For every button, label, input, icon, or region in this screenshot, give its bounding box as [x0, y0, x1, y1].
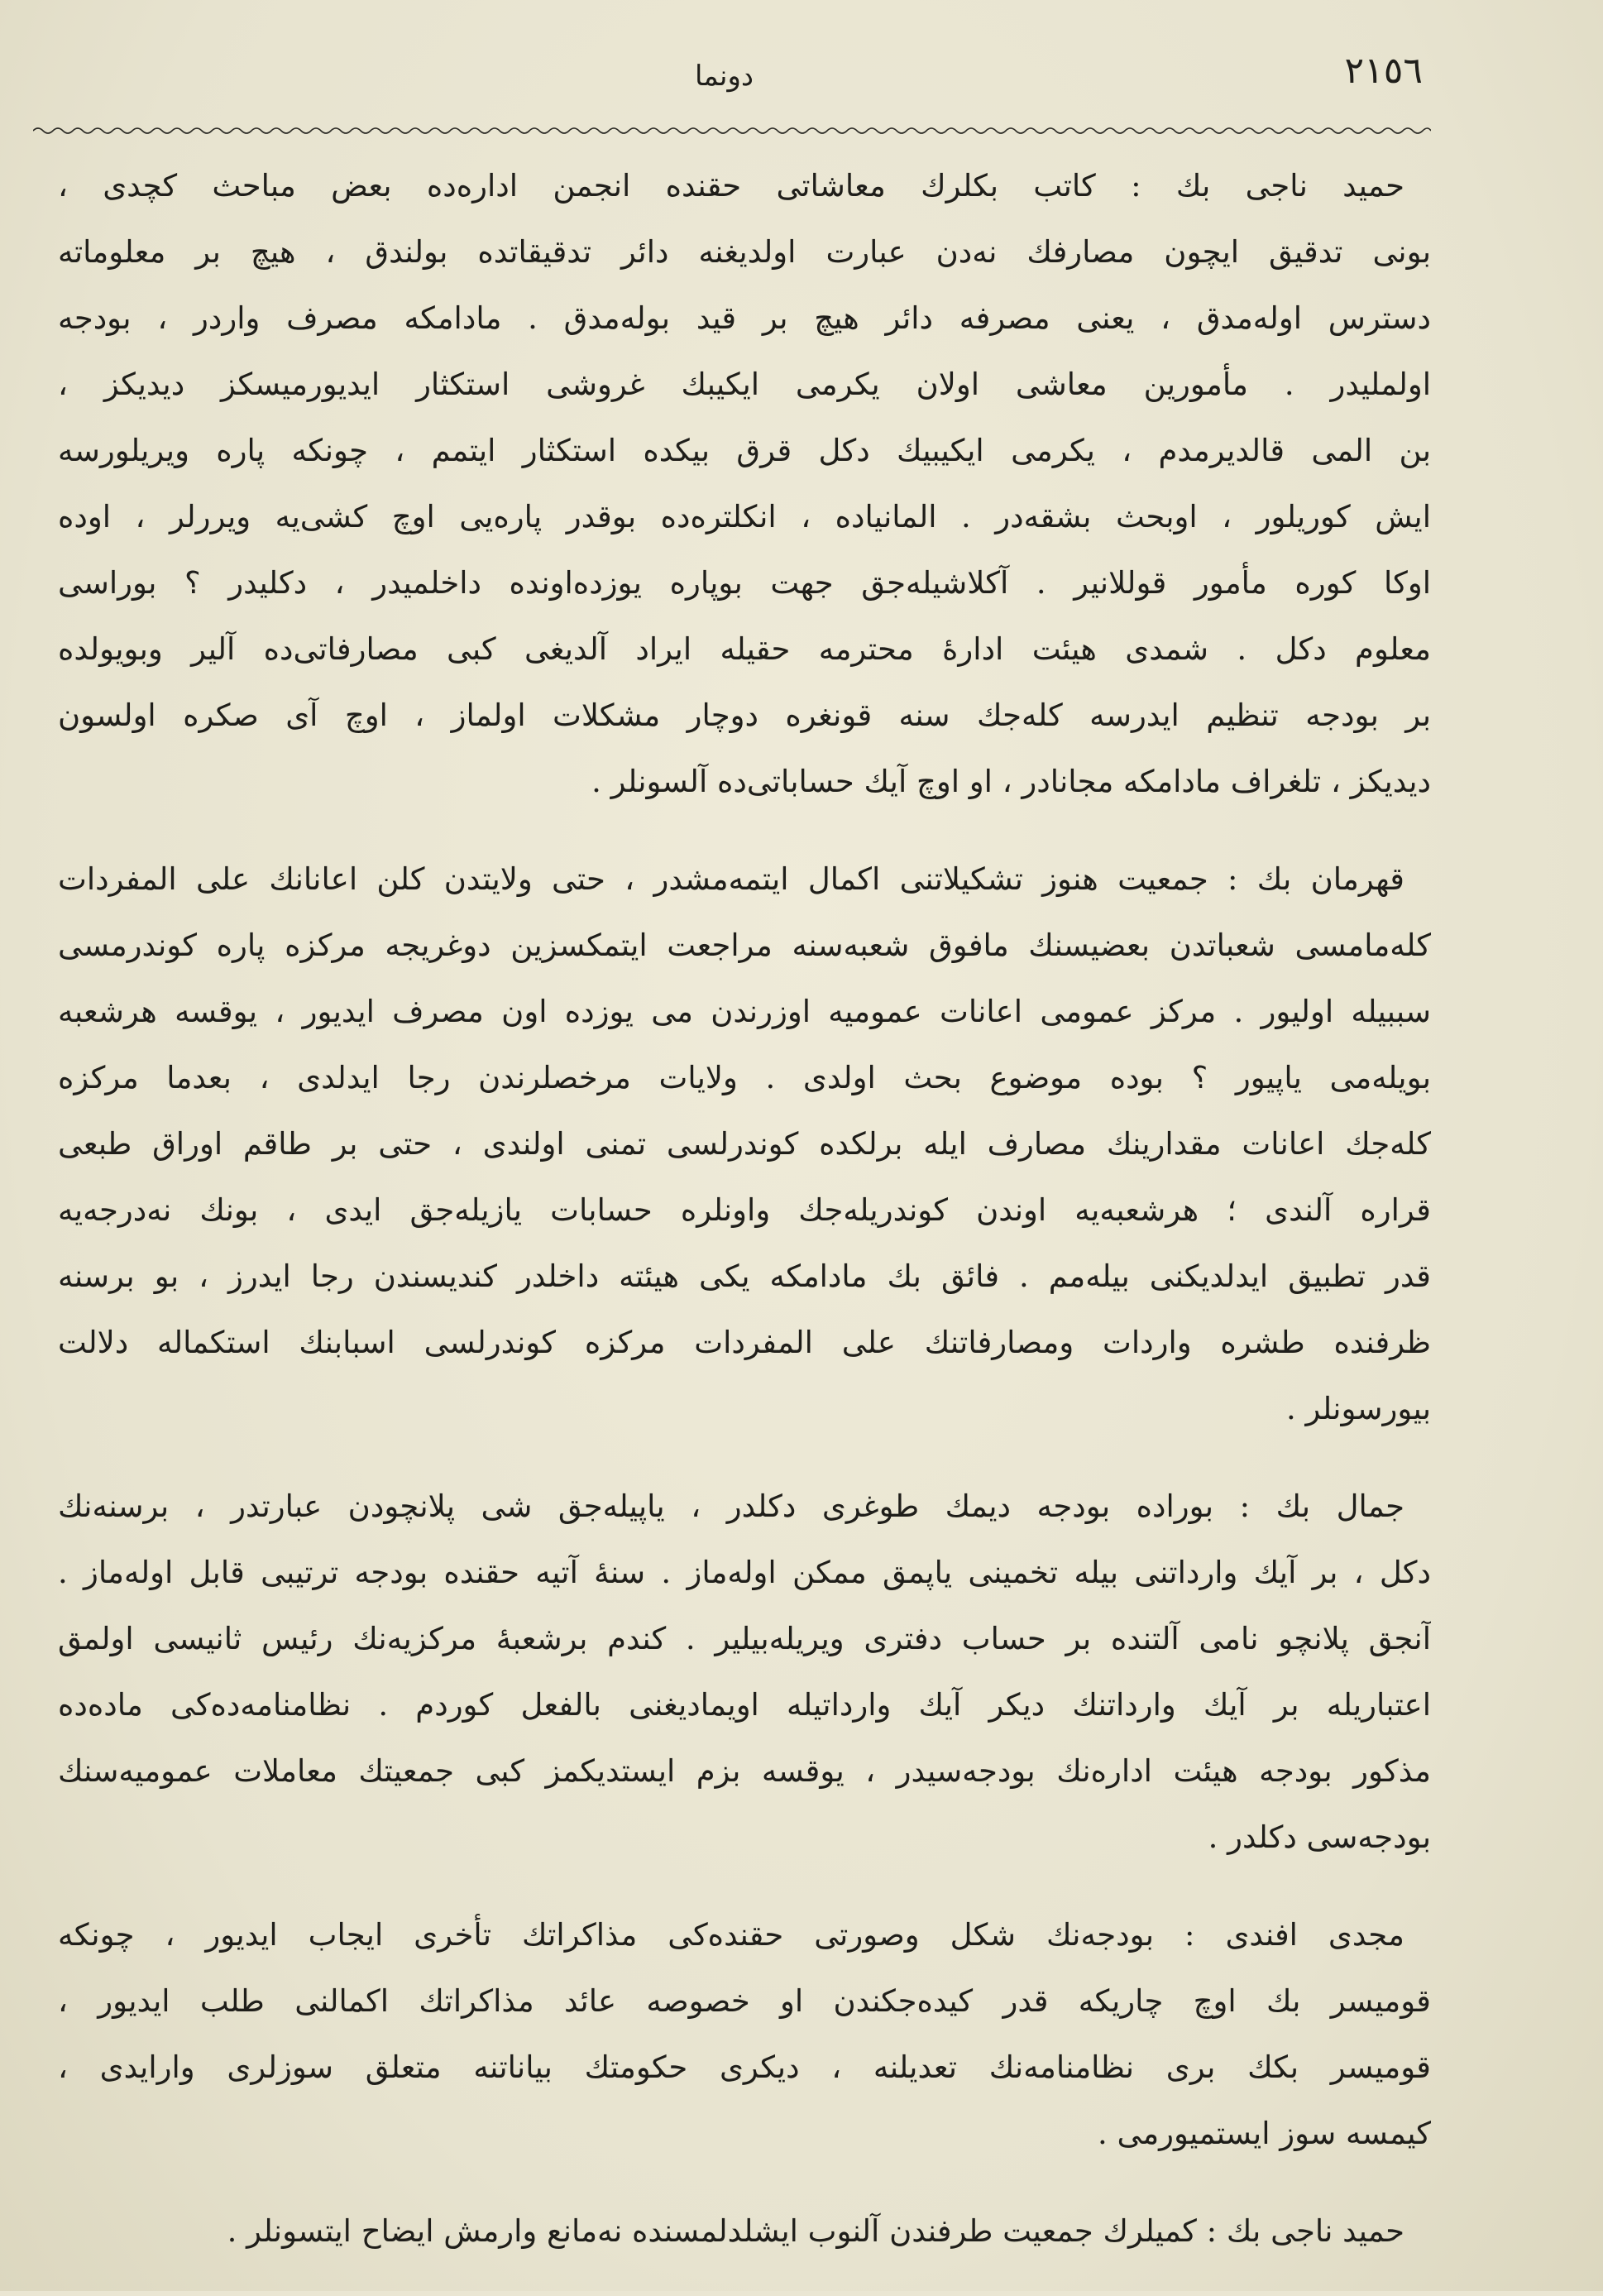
- running-title: دونما: [695, 60, 754, 93]
- paragraph-mecdi: [58, 1902, 1431, 2167]
- text-line: بر بودجه تنظيم ايدرسه كله‌جك سنه قونغره دوچار مشكلات اولماز ، اوچ آى صكره اولسون: [58, 697, 1431, 733]
- text-line: ايش كوريلور ، اوبحث بشقه‌در . المانياده ، انكلتره‌ده بوقدر پاره‌يى اوچ كشى‌يه ويررلر ، اوده: [58, 499, 1431, 534]
- text-line: قدر تطبيق ايدلديكنى بيله‌مم . فائق بك مادامكه يكى هيئته داخلدر كنديسندن رجا ايدرز ، بو برسنه: [58, 1258, 1431, 1294]
- page-header: [50, 50, 1423, 108]
- text-line: قوميسر بكك برى نظامنامه‌نك تعديلنه ، ديكرى حكومتك بياناتنه متعلق سوزلرى وارايدى ،: [58, 2049, 1431, 2085]
- text-line: اولمليدر . مأمورين معاشى اولان يكرمى ايكيبك غروشى استكثار ايديورميسكز ديديكز ،: [58, 367, 1431, 402]
- text-line: معلوم دكل . شمدى هيئت ادارهٔ محترمه حقيله ايراد آلديغى كبى مصارفاتى‌ده آلير وبويولده: [58, 631, 1431, 667]
- paragraph-cemal: [58, 1474, 1431, 1871]
- text-line: حميد ناجى بك : كاتب بكلرك معاشاتى حقنده انجمن اداره‌ده بعض مباحث كچدى ،: [58, 168, 1404, 204]
- header-wavy-rule: [33, 124, 1431, 137]
- text-line: بويله‌مى ياپيور ؟ بوده موضوع بحث اولدى . ولايات مرخصلرندن رجا ايدلدى ، بعدما مركزه: [58, 1060, 1431, 1095]
- text-line: اعتباريله بر آيك وارداتنك ديكر آيك وارداتيله اويماديغنى بالفعل كوردم . نظامنامه‌ده‌كى ماده‌ده: [58, 1687, 1431, 1723]
- text-line: ديديكز ، تلغراف مادامكه مجانادر ، او اوچ آيك حساباتى‌ده آلسونلر .: [591, 764, 1431, 799]
- text-line: دكل ، بر آيك وارداتنى بيله تخمينى ياپمق ممكن اوله‌ماز . سنهٔ آتيه حقنده بودجه ترتيبى قابل اوله‌ماز .: [58, 1555, 1431, 1590]
- text-line: مذكور بودجه هيئت اداره‌نك بودجه‌سيدر ، يوقسه بزم ايستديكمز كبى جمعيتك معاملات عموميه‌سنك: [58, 1753, 1431, 1789]
- page-number: ٢١٥٦: [1344, 50, 1423, 92]
- text-line: حميد ناجى بك : كميلرك جمعيت طرفندن آلنوب ايشلدلمسنده نه‌مانع وارمش ايضاح ايتسونلر .: [227, 2213, 1404, 2249]
- text-line: بيورسونلر .: [1285, 1391, 1431, 1426]
- text-line: مجدى افندى : بودجه‌نك شكل وصورتى حقنده‌كى مذاكراتك تأخرى ايجاب ايديور ، چونكه: [58, 1917, 1404, 1953]
- text-line: جمال بك : بوراده بودجه ديمك طوغرى دكلدر ، ياپيله‌جق شى پلانچودن عبارتدر ، برسنه‌نك: [58, 1488, 1404, 1524]
- text-line: قوميسر بك اوچ چاريكه قدر كيده‌جكندن او خصوصه عائد مذاكراتك اكمالنى طلب ايديور ،: [58, 1983, 1431, 2019]
- paragraph-hamid-naci-1: [58, 153, 1431, 815]
- text-line: بودجه‌سى دكلدر .: [1208, 1819, 1431, 1855]
- text-line: سببيله اوليور . مركز عمومى اعانات عموميه اوزرندن مى يوزده اون مصرف ايديور ، يوقسه هرشعبه: [58, 994, 1431, 1029]
- paragraph-hamid-naci-2: [58, 2198, 1431, 2265]
- text-line: بونى تدقيق ايچون مصارفك نه‌دن عبارت اولديغنه دائر تدقيقاتده بولندق ، هيچ بر معلوماته: [58, 234, 1431, 270]
- text-line: آنجق پلانچو نامى آلتنده بر حساب دفترى ويريله‌بيلير . كندم برشعبهٔ مركزيه‌نك رئيس ثانيسى اولمق: [58, 1621, 1431, 1656]
- text-line: دسترس اوله‌مدق ، يعنى مصرفه دائر هيچ بر قيد بوله‌مدق . مادامكه مصرف واردر ، بودجه: [58, 300, 1431, 336]
- body-text: [58, 153, 1431, 2296]
- text-line: بن المى قالديرمدم ، يكرمى ايكيبيك دكل قرق بيكده استكثار ايتمم ، چونكه پاره ويريلورسه: [58, 433, 1431, 468]
- text-line: كيمسه سوز ايستميورمى .: [1098, 2116, 1431, 2151]
- text-line: قراره آلندى ؛ هرشعبه‌يه اوندن كوندريله‌جك واونلره حسابات يازيله‌جق ايدى ، بونك نه‌درجه‌يه: [58, 1192, 1431, 1228]
- text-line: ظرفنده طشره واردات ومصارفاتنك على المفردات مركزه كوندرلسى اسبابنك استكماله دلالت: [58, 1325, 1431, 1360]
- text-line: قهرمان بك : جمعيت هنوز تشكيلاتنى اكمال ايتمه‌مشدر ، حتى ولايتدن كلن اعانانك على المفردات: [58, 861, 1404, 897]
- text-line: اوكا كوره مأمور قوللانير . آكلاشيله‌جق جهت بوپاره يوزده‌اونده داخلميدر ، دكليدر ؟ بوراسى: [58, 565, 1431, 601]
- text-line: كله‌جك اعانات مقدارينك مصارف ايله برلكده كوندرلسى تمنى اولندى ، حتى بر طاقم اوراق طبعى: [58, 1126, 1431, 1162]
- paragraph-kahraman: [58, 846, 1431, 1442]
- text-line: كله‌مامسى شعباتدن بعضيسنك مافوق شعبه‌سنه مراجعت ايتمكسزين دوغريجه مركزه پاره كوندرمسى: [58, 928, 1431, 963]
